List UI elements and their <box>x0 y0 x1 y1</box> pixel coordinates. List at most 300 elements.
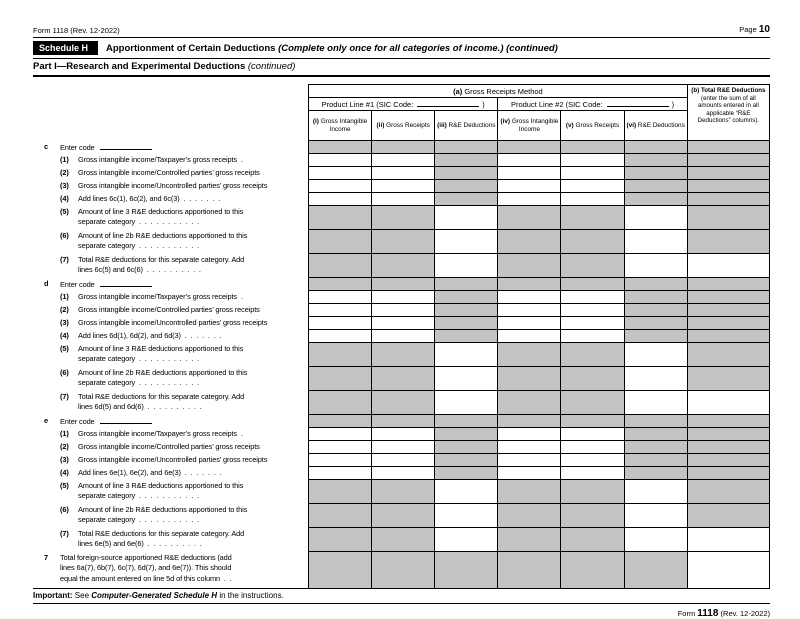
row-label <box>33 467 309 480</box>
shaded-cell-b <box>687 441 769 454</box>
row-label <box>33 391 309 415</box>
enter-code-line <box>60 415 308 428</box>
shaded-cell-iv <box>498 528 561 552</box>
column-header-iii: (iii) R&E Deductions <box>435 111 498 141</box>
shaded-cell-v <box>561 504 624 528</box>
row-label <box>33 291 309 304</box>
shaded-cell-b <box>687 291 769 304</box>
row-text: Gross intangible income/Uncontrolled parties’ gross receipts <box>78 454 268 464</box>
row-number: (5) <box>60 343 69 353</box>
form-page <box>33 24 770 619</box>
sic-code-blank-2[interactable] <box>607 100 669 107</box>
shaded-cell-iv <box>498 254 561 278</box>
row-text: Amount of line 3 R&E deductions apportioned to this separate category . . . . . . . . . . . <box>78 480 244 500</box>
shaded-cell-vi <box>624 304 687 317</box>
table-row <box>33 291 770 304</box>
entry-cell-v[interactable] <box>561 193 624 206</box>
shaded-cell-vi <box>624 317 687 330</box>
table-row <box>33 154 770 167</box>
shaded-cell-vi <box>624 552 687 589</box>
shaded-cell-iv <box>498 480 561 504</box>
row-number: (7) <box>60 254 69 264</box>
entry-cell-ii[interactable] <box>372 441 435 454</box>
entry-cell-iv[interactable] <box>498 317 561 330</box>
row-text: Total R&E deductions for this separate category. Add lines 6c(5) and 6c(6) . . . . . . . . . . <box>78 254 245 274</box>
gross-receipts-method-header: (a) Gross Receipts Method <box>309 85 688 98</box>
shaded-cell-v <box>561 206 624 230</box>
product-line-2-header: Product Line #2 (SIC Code: ) <box>498 98 687 111</box>
shaded-cell-ii <box>372 391 435 415</box>
row-label <box>33 278 309 291</box>
enter-code-label: Enter code <box>60 142 95 152</box>
row-text: Amount of line 3 R&E deductions apportioned to this separate category . . . . . . . . . . . <box>78 206 244 226</box>
shaded-cell-b <box>687 180 769 193</box>
entry-cell-i[interactable] <box>309 330 372 343</box>
row-number: (7) <box>60 528 69 538</box>
row-label <box>33 428 309 441</box>
shaded-cell-b <box>687 193 769 206</box>
total-row <box>33 552 770 589</box>
table-row <box>33 304 770 317</box>
row-label <box>33 343 309 367</box>
column-header-vi: (vi) R&E Deductions <box>624 111 687 141</box>
row-text: Gross intangible income/Taxpayer’s gross receipts . <box>78 428 243 438</box>
table-row <box>33 528 770 552</box>
code-entry-blank[interactable] <box>100 416 152 424</box>
column-header-iv: (iv) Gross Intangible Income <box>498 111 561 141</box>
row-label <box>33 528 309 552</box>
shaded-cell-ii <box>372 343 435 367</box>
entry-cell-iii[interactable] <box>435 391 498 415</box>
table-row <box>33 391 770 415</box>
row-text: Add lines 6d(1), 6d(2), and 6d(3) . . . . . . . <box>78 330 222 340</box>
shaded-cell-ii <box>372 230 435 254</box>
entry-cell-vi[interactable] <box>624 391 687 415</box>
part-title: Part I—Research and Experimental Deductions (continued) <box>33 59 770 77</box>
row-label <box>33 180 309 193</box>
table-row <box>33 467 770 480</box>
entry-cell-iv[interactable] <box>498 193 561 206</box>
shaded-cell-vi <box>624 428 687 441</box>
row-label <box>33 441 309 454</box>
entry-cell-b[interactable] <box>687 528 769 552</box>
shaded-cell-vi <box>624 415 687 428</box>
entry-cell-ii[interactable] <box>372 154 435 167</box>
entry-cell-b[interactable] <box>687 391 769 415</box>
shaded-cell-iv <box>498 415 561 428</box>
shaded-cell-v <box>561 343 624 367</box>
row-text: Amount of line 2b R&E deductions apportioned to this separate category . . . . . . . . . . . <box>78 367 248 387</box>
entry-cell-iv[interactable] <box>498 428 561 441</box>
shaded-cell-iii <box>435 552 498 589</box>
shaded-cell-v <box>561 230 624 254</box>
shaded-cell-iii <box>435 291 498 304</box>
entry-cell-iv[interactable] <box>498 441 561 454</box>
row-text: Amount of line 2b R&E deductions apportioned to this separate category . . . . . . . . . . . <box>78 504 248 524</box>
entry-cell-v[interactable] <box>561 330 624 343</box>
shaded-cell-vi <box>624 167 687 180</box>
row-number: (5) <box>60 206 69 216</box>
row-text: Gross intangible income/Uncontrolled parties’ gross receipts <box>78 180 268 190</box>
table-row <box>33 441 770 454</box>
shaded-cell-i <box>309 528 372 552</box>
shaded-cell-b <box>687 367 769 391</box>
row-number: (4) <box>60 467 69 477</box>
section-letter: e <box>44 415 48 425</box>
code-entry-blank[interactable] <box>100 279 152 287</box>
shaded-cell-i <box>309 480 372 504</box>
table-row <box>33 367 770 391</box>
row-text: Gross intangible income/Uncontrolled parties’ gross receipts <box>78 317 268 327</box>
row-text: Total R&E deductions for this separate category. Add lines 6e(5) and 6e(6) . . . . . . . . . . <box>78 528 245 548</box>
shaded-cell-iii <box>435 415 498 428</box>
shaded-cell-iii <box>435 330 498 343</box>
entry-cell-ii[interactable] <box>372 317 435 330</box>
table-row <box>33 504 770 528</box>
row-text: Gross intangible income/Controlled parties’ gross receipts <box>78 304 260 314</box>
shaded-cell-iv <box>498 504 561 528</box>
entry-cell-i[interactable] <box>309 304 372 317</box>
entry-cell-iv[interactable] <box>498 291 561 304</box>
sic-code-blank-1[interactable] <box>417 100 479 107</box>
row-label <box>33 480 309 504</box>
entry-cell-v[interactable] <box>561 317 624 330</box>
shaded-cell-iv <box>498 391 561 415</box>
entry-cell-ii[interactable] <box>372 167 435 180</box>
shaded-cell-i <box>309 343 372 367</box>
entry-cell-ii[interactable] <box>372 304 435 317</box>
table-row <box>33 167 770 180</box>
important-note: Important: See Computer-Generated Schedule H in the instructions. <box>33 589 770 604</box>
product-line-1-header: Product Line #1 (SIC Code: ) <box>309 98 498 111</box>
row-number: (2) <box>60 167 69 177</box>
row-number: (3) <box>60 317 69 327</box>
column-header-ii: (ii) Gross Receipts <box>372 111 435 141</box>
row-number: (4) <box>60 193 69 203</box>
entry-cell-i[interactable] <box>309 441 372 454</box>
entry-cell-v[interactable] <box>561 441 624 454</box>
shaded-cell-ii <box>372 206 435 230</box>
entry-cell-iv[interactable] <box>498 167 561 180</box>
shaded-cell-iii <box>435 278 498 291</box>
entry-cell-b[interactable] <box>687 254 769 278</box>
shaded-cell-b <box>687 154 769 167</box>
table-row <box>33 428 770 441</box>
row-label <box>33 230 309 254</box>
entry-cell-ii[interactable] <box>372 291 435 304</box>
column-header-i: (i) Gross Intangible Income <box>309 111 372 141</box>
row-number: (1) <box>60 291 69 301</box>
column-header-v: (v) Gross Receipts <box>561 111 624 141</box>
row-number: (7) <box>60 391 69 401</box>
table-row <box>33 330 770 343</box>
shaded-cell-b <box>687 167 769 180</box>
shaded-cell-b <box>687 467 769 480</box>
page-header <box>33 24 770 38</box>
row-text: Total R&E deductions for this separate category. Add lines 6d(5) and 6d(6) . . . . . . . . . . <box>78 391 245 411</box>
entry-cell-i[interactable] <box>309 193 372 206</box>
shaded-cell-iv <box>498 206 561 230</box>
row-number: (6) <box>60 230 69 240</box>
shaded-cell-i <box>309 367 372 391</box>
shaded-cell-v <box>561 141 624 154</box>
shaded-cell-v <box>561 254 624 278</box>
shaded-cell-ii <box>372 528 435 552</box>
entry-cell-i[interactable] <box>309 317 372 330</box>
row-number: (3) <box>60 454 69 464</box>
row-number: (1) <box>60 428 69 438</box>
row-label <box>33 552 309 589</box>
row-number: (1) <box>60 154 69 164</box>
row-text: Add lines 6e(1), 6e(2), and 6e(3) . . . . . . . <box>78 467 222 477</box>
shaded-cell-b <box>687 504 769 528</box>
shaded-cell-b <box>687 304 769 317</box>
shaded-cell-iii <box>435 428 498 441</box>
shaded-cell-v <box>561 391 624 415</box>
entry-cell-ii[interactable] <box>372 454 435 467</box>
row-number: (2) <box>60 441 69 451</box>
shaded-cell-v <box>561 415 624 428</box>
entry-cell-ii[interactable] <box>372 330 435 343</box>
schedule-h-table <box>33 84 770 589</box>
shaded-cell-b <box>687 415 769 428</box>
entry-cell-iv[interactable] <box>498 330 561 343</box>
shaded-cell-b <box>687 330 769 343</box>
shaded-cell-iv <box>498 141 561 154</box>
enter-code-row-d <box>33 278 770 291</box>
shaded-cell-ii <box>372 415 435 428</box>
shaded-cell-vi <box>624 441 687 454</box>
table-row <box>33 454 770 467</box>
entry-cell-i[interactable] <box>309 180 372 193</box>
row-label <box>33 504 309 528</box>
table-row <box>33 230 770 254</box>
schedule-h-box: Schedule H <box>33 41 98 55</box>
shaded-cell-vi <box>624 141 687 154</box>
shaded-cell-iii <box>435 141 498 154</box>
entry-cell-v[interactable] <box>561 454 624 467</box>
row-label <box>33 317 309 330</box>
entry-cell-ii[interactable] <box>372 467 435 480</box>
shaded-cell-b <box>687 230 769 254</box>
row-label <box>33 154 309 167</box>
row-label <box>33 415 309 428</box>
shaded-cell-b <box>687 317 769 330</box>
row-number: (3) <box>60 180 69 190</box>
section-letter: c <box>44 141 48 151</box>
enter-code-label: Enter code <box>60 279 95 289</box>
label-column-header <box>33 85 309 141</box>
table-row <box>33 480 770 504</box>
row-number: (5) <box>60 480 69 490</box>
entry-cell-v[interactable] <box>561 180 624 193</box>
entry-cell-v[interactable] <box>561 304 624 317</box>
entry-cell-ii[interactable] <box>372 193 435 206</box>
shaded-cell-iv <box>498 367 561 391</box>
shaded-cell-vi <box>624 154 687 167</box>
entry-cell-iv[interactable] <box>498 180 561 193</box>
row-text: Amount of line 2b R&E deductions apportioned to this separate category . . . . . . . . . . . <box>78 230 248 250</box>
table-row <box>33 317 770 330</box>
entry-cell-vi[interactable] <box>624 230 687 254</box>
entry-cell-i[interactable] <box>309 154 372 167</box>
row-text: Add lines 6c(1), 6c(2), and 6c(3) . . . . . . . <box>78 193 221 203</box>
row-label <box>33 193 309 206</box>
entry-cell-iv[interactable] <box>498 304 561 317</box>
shaded-cell-i <box>309 206 372 230</box>
entry-cell-i[interactable] <box>309 291 372 304</box>
table-row <box>33 343 770 367</box>
entry-cell-iv[interactable] <box>498 154 561 167</box>
entry-cell-iii[interactable] <box>435 206 498 230</box>
shaded-cell-ii <box>372 278 435 291</box>
row-label <box>33 254 309 278</box>
shaded-cell-ii <box>372 504 435 528</box>
shaded-cell-vi <box>624 467 687 480</box>
shaded-cell-iv <box>498 343 561 367</box>
entry-cell-vi[interactable] <box>624 206 687 230</box>
shaded-cell-i <box>309 278 372 291</box>
shaded-cell-vi <box>624 278 687 291</box>
entry-cell-vi[interactable] <box>624 367 687 391</box>
shaded-cell-b <box>687 278 769 291</box>
shaded-cell-ii <box>372 141 435 154</box>
shaded-cell-vi <box>624 330 687 343</box>
shaded-cell-i <box>309 504 372 528</box>
total-re-deductions-note: (enter the sum of all amounts entered in all applicable “R&E Deductions” columns). <box>697 95 760 124</box>
entry-cell-i[interactable] <box>309 428 372 441</box>
shaded-cell-b <box>687 454 769 467</box>
shaded-cell-iii <box>435 180 498 193</box>
entry-cell-i[interactable] <box>309 167 372 180</box>
shaded-cell-iii <box>435 304 498 317</box>
row-number: (6) <box>60 504 69 514</box>
entry-cell-v[interactable] <box>561 154 624 167</box>
total-row-text: Total foreign-source apportioned R&E deductions (add lines 6a(7), 6b(7), 6c(7), 6d(7), and 6e(7)). This should equal the amount entered on line 5d of this column . . <box>60 552 232 583</box>
entry-cell-iii[interactable] <box>435 367 498 391</box>
shaded-cell-ii <box>372 254 435 278</box>
shaded-cell-i <box>309 391 372 415</box>
row-label <box>33 304 309 317</box>
table-row <box>33 206 770 230</box>
shaded-cell-v <box>561 552 624 589</box>
shaded-cell-vi <box>624 180 687 193</box>
shaded-cell-i <box>309 230 372 254</box>
row-label <box>33 206 309 230</box>
shaded-cell-i <box>309 254 372 278</box>
row-text: Gross intangible income/Taxpayer’s gross receipts . <box>78 291 243 301</box>
entry-cell-i[interactable] <box>309 454 372 467</box>
total-row-number: 7 <box>44 552 48 562</box>
row-text: Gross intangible income/Taxpayer’s gross receipts . <box>78 154 243 164</box>
entry-cell-vi[interactable] <box>624 343 687 367</box>
entry-cell-iv[interactable] <box>498 467 561 480</box>
shaded-cell-iv <box>498 552 561 589</box>
shaded-cell-b <box>687 141 769 154</box>
table-row <box>33 254 770 278</box>
entry-cell-iv[interactable] <box>498 454 561 467</box>
shaded-cell-b <box>687 343 769 367</box>
entry-cell-i[interactable] <box>309 467 372 480</box>
shaded-cell-iii <box>435 467 498 480</box>
entry-cell-b[interactable] <box>687 552 769 589</box>
entry-cell-vi[interactable] <box>624 480 687 504</box>
entry-cell-vi[interactable] <box>624 254 687 278</box>
schedule-title: Apportionment of Certain Deductions (Complete only once for all categories of income.) (continued) <box>106 42 558 54</box>
shaded-cell-b <box>687 428 769 441</box>
shaded-cell-b <box>687 480 769 504</box>
shaded-cell-iii <box>435 154 498 167</box>
entry-cell-v[interactable] <box>561 467 624 480</box>
entry-cell-v[interactable] <box>561 291 624 304</box>
row-label <box>33 141 309 154</box>
shaded-cell-ii <box>372 367 435 391</box>
row-text: Gross intangible income/Controlled parties’ gross receipts <box>78 441 260 451</box>
form-footer: Form 1118 (Rev. 12-2022) <box>677 608 770 619</box>
entry-cell-v[interactable] <box>561 167 624 180</box>
enter-code-line <box>60 278 308 291</box>
code-entry-blank[interactable] <box>100 142 152 150</box>
shaded-cell-v <box>561 480 624 504</box>
entry-cell-v[interactable] <box>561 428 624 441</box>
table-row <box>33 193 770 206</box>
entry-cell-iii[interactable] <box>435 504 498 528</box>
table-row <box>33 180 770 193</box>
shaded-cell-i <box>309 415 372 428</box>
enter-code-line <box>60 141 308 154</box>
shaded-cell-b <box>687 206 769 230</box>
shaded-cell-vi <box>624 193 687 206</box>
shaded-cell-iv <box>498 230 561 254</box>
section-letter: d <box>44 278 49 288</box>
enter-code-row-c <box>33 141 770 154</box>
shaded-cell-i <box>309 141 372 154</box>
entry-cell-vi[interactable] <box>624 504 687 528</box>
row-label <box>33 367 309 391</box>
shaded-cell-ii <box>372 552 435 589</box>
row-number: (4) <box>60 330 69 340</box>
row-label <box>33 167 309 180</box>
entry-cell-iii[interactable] <box>435 528 498 552</box>
total-re-deductions-header: (b) Total R&E Deductions (enter the sum of all amounts entered in all applicable “R&E Deductions” columns). <box>687 85 769 141</box>
entry-cell-iii[interactable] <box>435 230 498 254</box>
row-text: Gross intangible income/Controlled parties’ gross receipts <box>78 167 260 177</box>
shaded-cell-iii <box>435 193 498 206</box>
entry-cell-vi[interactable] <box>624 528 687 552</box>
form-reference: Form 1118 (Rev. 12-2022) <box>33 26 120 35</box>
entry-cell-ii[interactable] <box>372 180 435 193</box>
entry-cell-iii[interactable] <box>435 254 498 278</box>
entry-cell-iii[interactable] <box>435 343 498 367</box>
schedule-header <box>33 38 770 59</box>
page-number: Page 10 <box>739 24 770 35</box>
row-text: Amount of line 3 R&E deductions apportioned to this separate category . . . . . . . . . . . <box>78 343 244 363</box>
shaded-cell-iii <box>435 441 498 454</box>
shaded-cell-iii <box>435 167 498 180</box>
shaded-cell-vi <box>624 291 687 304</box>
enter-code-row-e <box>33 415 770 428</box>
shaded-cell-v <box>561 528 624 552</box>
row-number: (6) <box>60 367 69 377</box>
enter-code-label: Enter code <box>60 416 95 426</box>
shaded-cell-v <box>561 367 624 391</box>
entry-cell-ii[interactable] <box>372 428 435 441</box>
shaded-cell-i <box>309 552 372 589</box>
row-label <box>33 330 309 343</box>
entry-cell-iii[interactable] <box>435 480 498 504</box>
row-label <box>33 454 309 467</box>
row-number: (2) <box>60 304 69 314</box>
